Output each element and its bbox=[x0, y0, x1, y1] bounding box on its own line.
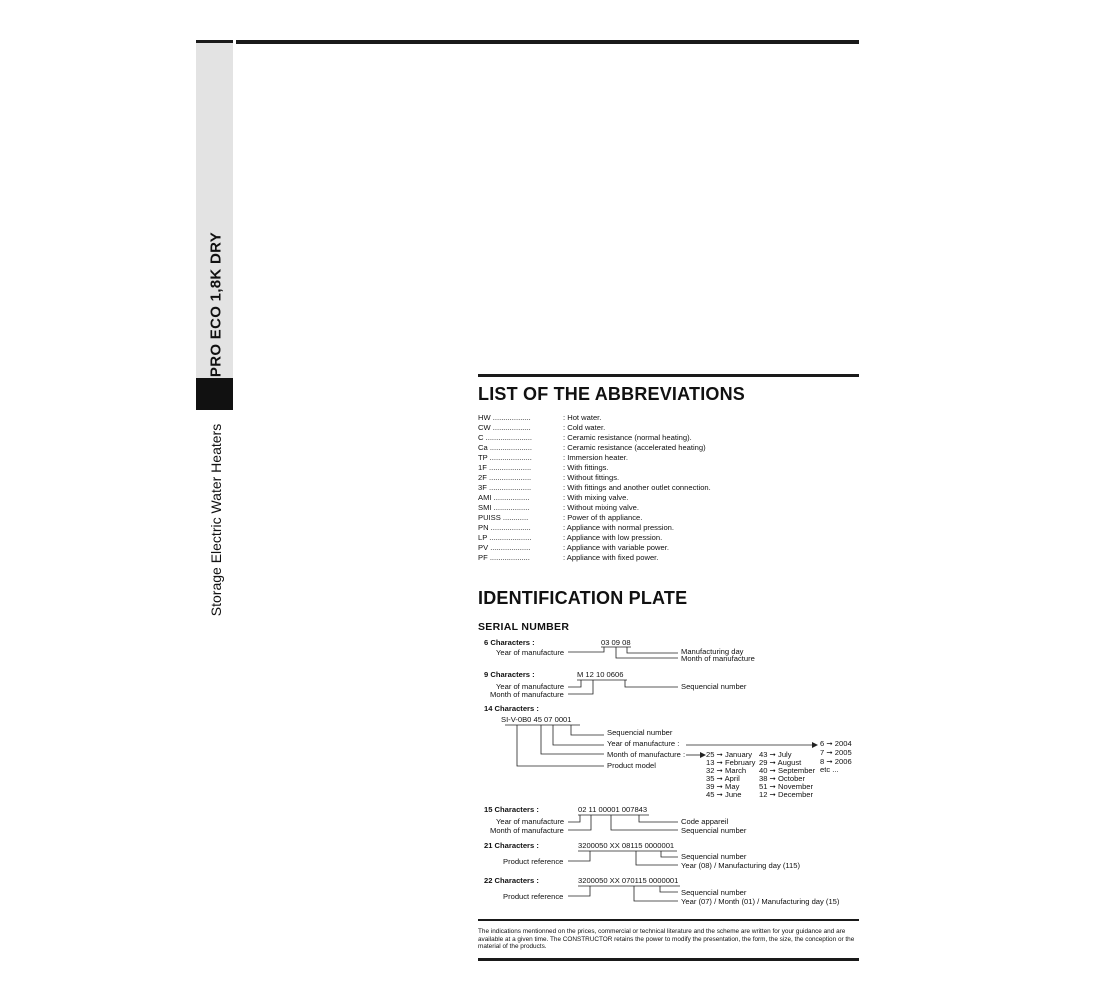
c14-seq: Sequencial number bbox=[607, 728, 673, 737]
c22-year-month-day: Year (07) / Month (01) / Manufacturing day (15) bbox=[681, 897, 840, 906]
abbreviation-definition: : Ceramic resistance (accelerated heating) bbox=[563, 443, 706, 452]
c14-month-code: 51 ➞ November bbox=[759, 782, 814, 791]
c14-model: Product model bbox=[607, 761, 656, 770]
c14-month-code: 43 ➞ July bbox=[759, 750, 792, 759]
c14-month-code: 13 ➞ February bbox=[706, 758, 756, 767]
c14-month-code: 40 ➞ September bbox=[759, 766, 816, 775]
c14-year-code-etc: etc ... bbox=[820, 765, 839, 774]
c14-month-code: 25 ➞ January bbox=[706, 750, 753, 759]
c21-ref: Product reference bbox=[503, 857, 564, 866]
abbreviation-code: AMI ................. bbox=[478, 493, 530, 502]
abbreviation-code: PN ................... bbox=[478, 523, 531, 532]
c14-month-code: 38 ➞ October bbox=[759, 774, 806, 783]
c22-code: 3200050 XX 070115 0000001 bbox=[578, 876, 679, 885]
c21-year-day: Year (08) / Manufacturing day (115) bbox=[681, 861, 801, 870]
footer-rule-top bbox=[478, 919, 859, 921]
abbreviation-definition: : Ceramic resistance (normal heating). bbox=[563, 433, 692, 442]
c21-seq: Sequencial number bbox=[681, 852, 747, 861]
c14-month: Month of manufacture : bbox=[607, 750, 686, 759]
abbreviation-code: C ...................... bbox=[478, 433, 533, 442]
abbreviation-definition: : Without mixing valve. bbox=[563, 503, 639, 512]
c15-label: 15 Characters : bbox=[484, 805, 539, 814]
c14-year-code-2: 7 ➞ 2005 bbox=[820, 748, 852, 757]
abbreviation-definition: : With mixing valve. bbox=[563, 493, 629, 502]
c14-year-code-1: 6 ➞ 2004 bbox=[820, 739, 852, 748]
abbreviation-code: 1F .................... bbox=[478, 463, 532, 472]
c9-year: Year of manufacture bbox=[496, 682, 565, 691]
c15-code-appareil: Code appareil bbox=[681, 817, 729, 826]
c14-year: Year of manufacture : bbox=[607, 739, 680, 748]
c6-year: Year of manufacture bbox=[496, 648, 565, 657]
abbreviation-code: HW .................. bbox=[478, 413, 531, 422]
c9-label: 9 Characters : bbox=[484, 670, 535, 679]
abbreviation-code: PF ................... bbox=[478, 553, 530, 562]
serial-number-subtitle: SERIAL NUMBER bbox=[478, 621, 570, 633]
c15-code: 02 11 00001 007843 bbox=[578, 805, 648, 814]
abbreviation-code: TP .................... bbox=[478, 453, 532, 462]
abbreviation-code: CW .................. bbox=[478, 423, 531, 432]
c6-code: 03 09 08 bbox=[601, 638, 631, 647]
c15-year: Year of manufacture bbox=[496, 817, 565, 826]
abbreviation-definition: : Appliance with normal pression. bbox=[563, 523, 675, 532]
abbreviation-definition: : Cold water. bbox=[563, 423, 606, 432]
c22-ref: Product reference bbox=[503, 892, 564, 901]
abbreviation-definition: : Appliance with fixed power. bbox=[563, 553, 659, 562]
c6-label: 6 Characters : bbox=[484, 638, 535, 647]
c14-month-code: 45 ➞ June bbox=[706, 790, 742, 799]
footer-disclaimer: The indications mentionned on the prices, commercial or technical literature and the scheme are written for your guidance and are available at a given time. The CONSTRUCTOR retains the power to modify the presentation, the form, the size, the conception or the material of the products. bbox=[478, 928, 855, 951]
c15-month: Month of manufacture bbox=[490, 826, 564, 835]
abbreviation-code: Ca .................... bbox=[478, 443, 533, 452]
abbreviation-definition: : Appliance with variable power. bbox=[563, 543, 669, 552]
c14-month-code: 39 ➞ May bbox=[706, 782, 740, 791]
c14-month-code: 32 ➞ March bbox=[706, 766, 747, 775]
abbreviation-code: PUISS ............ bbox=[478, 513, 529, 522]
model-title: PRO ECO 1,8K DRY bbox=[207, 231, 225, 378]
c21-code: 3200050 XX 08115 0000001 bbox=[578, 841, 675, 850]
c22-label: 22 Characters : bbox=[484, 876, 539, 885]
c9-code: M 12 10 0606 bbox=[577, 670, 624, 679]
c21-label: 21 Characters : bbox=[484, 841, 539, 850]
abbreviation-code: 2F .................... bbox=[478, 473, 532, 482]
category-label: Storage Electric Water Heaters bbox=[208, 423, 224, 617]
identification-plate-title: IDENTIFICATION PLATE bbox=[478, 588, 688, 608]
abbreviation-definition: : Without fittings. bbox=[563, 473, 620, 482]
c22-seq: Sequencial number bbox=[681, 888, 747, 897]
c6-month: Month of manufacture bbox=[681, 654, 755, 663]
c15-seq: Sequencial number bbox=[681, 826, 747, 835]
c14-month-code: 12 ➞ December bbox=[759, 790, 814, 799]
c14-code: SI-V-0B0 45 07 0001 bbox=[501, 715, 572, 724]
abbreviation-definition: : With fittings and another outlet connection. bbox=[563, 483, 711, 492]
c9-seq: Sequencial number bbox=[681, 682, 747, 691]
c14-year-code-3: 8 ➞ 2006 bbox=[820, 757, 852, 766]
c14-label: 14 Characters : bbox=[484, 704, 539, 713]
footer-rule-bottom bbox=[478, 958, 859, 961]
abbreviation-definition: : Appliance with low pression. bbox=[563, 533, 663, 542]
abbreviation-code: 3F .................... bbox=[478, 483, 532, 492]
c14-month-code: 35 ➞ April bbox=[706, 774, 740, 783]
abbreviation-definition: : Power of th appliance. bbox=[563, 513, 643, 522]
abbreviation-code: SMI ................. bbox=[478, 503, 530, 512]
c9-month: Month of manufacture bbox=[490, 690, 564, 699]
c6-day: Manufacturing day bbox=[681, 647, 744, 656]
abbreviation-code: LP .................... bbox=[478, 533, 532, 542]
abbreviation-definition: : Immersion heater. bbox=[563, 453, 628, 462]
abbreviation-code: PV ................... bbox=[478, 543, 531, 552]
abbreviations-title: LIST OF THE ABBREVIATIONS bbox=[478, 384, 746, 404]
c14-month-code: 29 ➞ August bbox=[759, 758, 802, 767]
abbreviation-definition: : Hot water. bbox=[563, 413, 602, 422]
abbreviation-definition: : With fittings. bbox=[563, 463, 609, 472]
